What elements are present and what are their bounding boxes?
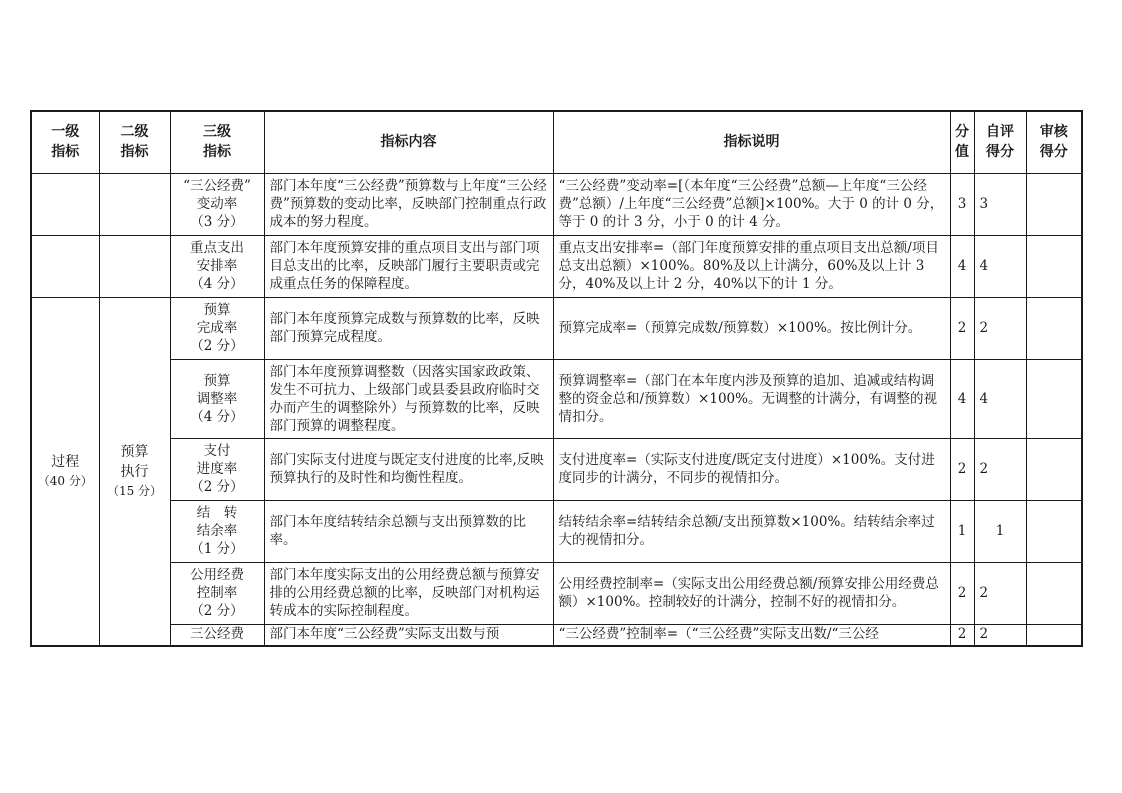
- level1-empty-cell: [31, 235, 99, 297]
- review-score-cell: [1026, 500, 1082, 562]
- performance-indicator-table: [30, 110, 1083, 647]
- header-content: 指标内容: [264, 111, 553, 173]
- review-score-cell: [1026, 297, 1082, 359]
- header-row: [31, 111, 1082, 173]
- self-score-cell: 3: [974, 173, 1026, 235]
- explanation-cell: 公用经费控制率=（实际支出公用经费总额/预算安排公用经费总额）×100%。控制较好的计满分，控制不好的视情扣分。: [553, 562, 950, 624]
- level1-group-cell: [31, 297, 99, 646]
- level1-empty-cell: [31, 173, 99, 235]
- level3-cell: 支付 进度率 （2 分）: [170, 438, 264, 500]
- table-row: [31, 297, 1082, 359]
- table-row: [31, 500, 1082, 562]
- content-cell: 部门本年度预算完成数与预算数的比率，反映部门预算完成程度。: [264, 297, 553, 359]
- table-row: [31, 624, 1082, 646]
- content-cell: 部门本年度“三公经费”预算数与上年度“三公经费”预算数的变动比率，反映部门控制重点行政成本的努力程度。: [264, 173, 553, 235]
- self-score-cell: 4: [974, 359, 1026, 438]
- points-cell: 2: [950, 562, 974, 624]
- level2-points: （15 分）: [106, 484, 163, 498]
- content-cell: 部门本年度预算安排的重点项目支出与部门项目总支出的比率，反映部门履行主要职责或完成重点任务的保障程度。: [264, 235, 553, 297]
- header-review-score: 审核 得分: [1026, 111, 1082, 173]
- explanation-cell: 重点支出安排率=（部门年度预算安排的重点项目支出总额/项目总支出总额）×100%。80%及以上计满分，60%及以上计 3 分，40%及以上计 2 分，40%以下的计 1 分。: [553, 235, 950, 297]
- review-score-cell: [1026, 562, 1082, 624]
- explanation-cell: 预算完成率=（预算完成数/预算数）×100%。按比例计分。: [553, 297, 950, 359]
- header-self-score: 自评 得分: [974, 111, 1026, 173]
- content-cell: 部门本年度“三公经费”实际支出数与预: [264, 624, 553, 646]
- level3-cell: 三公经费: [170, 624, 264, 646]
- level1-points: （40 分）: [37, 474, 93, 488]
- table-row: [31, 438, 1082, 500]
- level1-name: 过程: [51, 454, 80, 470]
- explanation-cell: 结转结余率=结转结余总额/支出预算数×100%。结转结余率过大的视情扣分。: [553, 500, 950, 562]
- header-explanation: 指标说明: [553, 111, 950, 173]
- header-level1: 一级 指标: [31, 111, 99, 173]
- points-cell: 1: [950, 500, 974, 562]
- level3-cell: 结 转 结余率 （1 分）: [170, 500, 264, 562]
- level3-cell: 预算 调整率 （4 分）: [170, 359, 264, 438]
- review-score-cell: [1026, 235, 1082, 297]
- points-cell: 4: [950, 235, 974, 297]
- level2-empty-cell: [99, 173, 170, 235]
- self-score-cell: 1: [974, 500, 1026, 562]
- header-points: 分 值: [950, 111, 974, 173]
- level3-cell: “三公经费” 变动率 （3 分）: [170, 173, 264, 235]
- level2-name: 预算 执行: [120, 444, 149, 480]
- level2-group-cell: [99, 297, 170, 646]
- self-score-cell: 2: [974, 438, 1026, 500]
- self-score-cell: 2: [974, 624, 1026, 646]
- review-score-cell: [1026, 173, 1082, 235]
- explanation-cell: “三公经费”变动率=[（本年度“三公经费”总额—上年度“三公经费”总额）/上年度“三公经费”总额]×100%。大于 0 的计 0 分，等于 0 的计 3 分，小于 0 的计 4 分。: [553, 173, 950, 235]
- header-level2: 二级 指标: [99, 111, 170, 173]
- points-cell: 2: [950, 438, 974, 500]
- content-cell: 部门本年度预算调整数（因落实国家政政策、发生不可抗力、上级部门或县委县政府临时交办而产生的调整除外）与预算数的比率，反映部门预算的调整程度。: [264, 359, 553, 438]
- table-row: [31, 173, 1082, 235]
- content-cell: 部门本年度实际支出的公用经费总额与预算安排的公用经费总额的比率，反映部门对机构运转成本的实际控制程度。: [264, 562, 553, 624]
- self-score-cell: 2: [974, 562, 1026, 624]
- self-score-cell: 4: [974, 235, 1026, 297]
- table-row: [31, 562, 1082, 624]
- content-cell: 部门本年度结转结余总额与支出预算数的比率。: [264, 500, 553, 562]
- review-score-cell: [1026, 624, 1082, 646]
- level2-empty-cell: [99, 235, 170, 297]
- header-level3: 三级 指标: [170, 111, 264, 173]
- level3-cell: 重点支出 安排率 （4 分）: [170, 235, 264, 297]
- points-cell: 2: [950, 297, 974, 359]
- points-cell: 4: [950, 359, 974, 438]
- level3-cell: 预算 完成率 （2 分）: [170, 297, 264, 359]
- points-cell: 2: [950, 624, 974, 646]
- content-cell: 部门实际支付进度与既定支付进度的比率,反映预算执行的及时性和均衡性程度。: [264, 438, 553, 500]
- self-score-cell: 2: [974, 297, 1026, 359]
- table-row: [31, 359, 1082, 438]
- explanation-cell: 支付进度率=（实际支付进度/既定支付进度）×100%。支付进度同步的计满分，不同步的视情扣分。: [553, 438, 950, 500]
- level3-cell: 公用经费 控制率 （2 分）: [170, 562, 264, 624]
- explanation-cell: 预算调整率=（部门在本年度内涉及预算的追加、追减或结构调整的资金总和/预算数）×100%。无调整的计满分，有调整的视情扣分。: [553, 359, 950, 438]
- review-score-cell: [1026, 438, 1082, 500]
- review-score-cell: [1026, 359, 1082, 438]
- explanation-cell: “三公经费”控制率=（“三公经费”实际支出数/“三公经: [553, 624, 950, 646]
- points-cell: 3: [950, 173, 974, 235]
- table-row: [31, 235, 1082, 297]
